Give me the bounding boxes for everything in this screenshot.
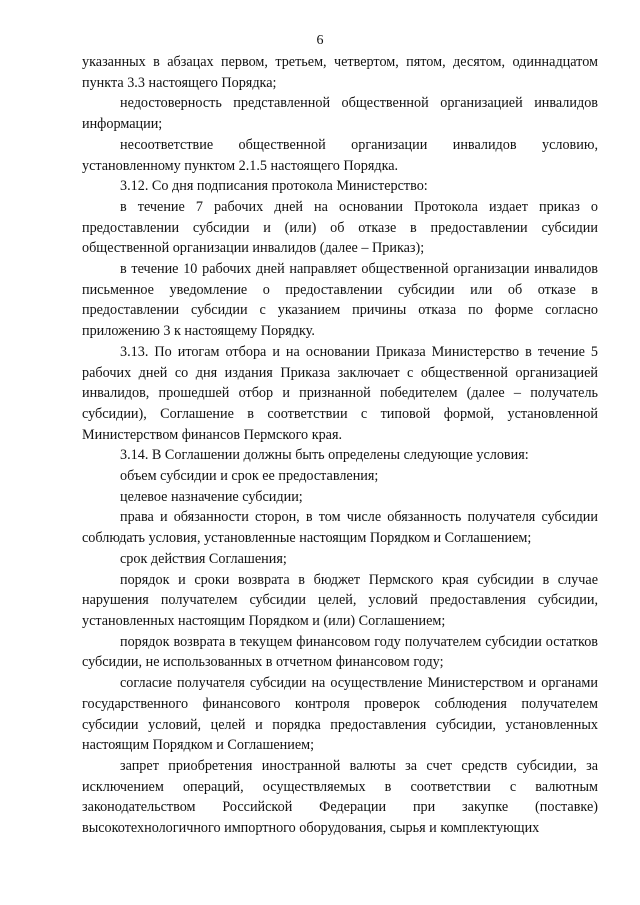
paragraph: права и обязанности сторон, в том числе обязанность получателя субсидии соблюдать условия, установленные настоящим Порядком и Соглашением; xyxy=(82,509,598,547)
paragraph: в течение 10 рабочих дней направляет общественной организации инвалидов письменное уведомление о предоставлении субсидии или об отказе в предоставлении субсидии с указанием причины отказа по форме согласно приложению 3 к настоящему Порядку. xyxy=(82,261,598,340)
paragraph: 3.14. В Соглашении должны быть определены следующие условия: xyxy=(120,447,529,464)
page-number: 6 xyxy=(316,33,324,48)
paragraph: объем субсидии и срок ее предоставления; xyxy=(120,468,379,485)
paragraph: 3.13. По итогам отбора и на основании Приказа Министерство в течение 5 рабочих дней со дня издания Приказа заключает с общественной организацией инвалидов, прошедшей отбор и признанной победителем (далее – получатель субсидии), Соглашение в соответствии с типовой формой, установленной Министерством финансов Пермского края. xyxy=(82,343,598,443)
paragraph: целевое назначение субсидии; xyxy=(120,488,303,505)
paragraph: срок действия Соглашения; xyxy=(120,550,287,567)
paragraph: в течение 7 рабочих дней на основании Протокола издает приказ о предоставлении субсидии и (или) об отказе в предоставлении субсидии общественной организации инвалидов (далее – Приказ); xyxy=(82,198,598,257)
paragraph: порядок и сроки возврата в бюджет Пермского края субсидии в случае нарушения получателем субсидии целей, условий предоставления субсидии, установленных настоящим Порядком и (или) Соглашением; xyxy=(82,571,598,629)
document-body xyxy=(82,52,598,839)
paragraph: согласие получателя субсидии на осуществление Министерством и органами государственного финансового контроля проверок соблюдения получателем субсидии условий, целей и порядка предоставления субсидии, установленных настоящим Порядком и Соглашением; xyxy=(82,675,598,754)
paragraph: запрет приобретения иностранной валюты за счет средств субсидии, за исключением операций, осуществляемых в соответствии с валютным законодательством Российской Федерации при закупке (поставке) высокотехнологичного импортного оборудования, сырья и комплектующих xyxy=(82,757,598,837)
paragraph: указанных в абзацах первом, третьем, четвертом, пятом, десятом, одиннадцатом пункта 3.3 настоящего Порядка; xyxy=(82,54,598,91)
paragraph: недостоверность представленной общественной организацией инвалидов информации; xyxy=(82,95,598,133)
paragraph: несоответствие общественной организации инвалидов условию, установленному пунктом 2.1.5 настоящего Порядка. xyxy=(82,136,598,174)
paragraph: порядок возврата в текущем финансовом году получателем субсидии остатков субсидии, не использованных в отчетном финансовом году; xyxy=(82,633,598,671)
paragraph: 3.12. Со дня подписания протокола Министерство: xyxy=(120,178,428,195)
